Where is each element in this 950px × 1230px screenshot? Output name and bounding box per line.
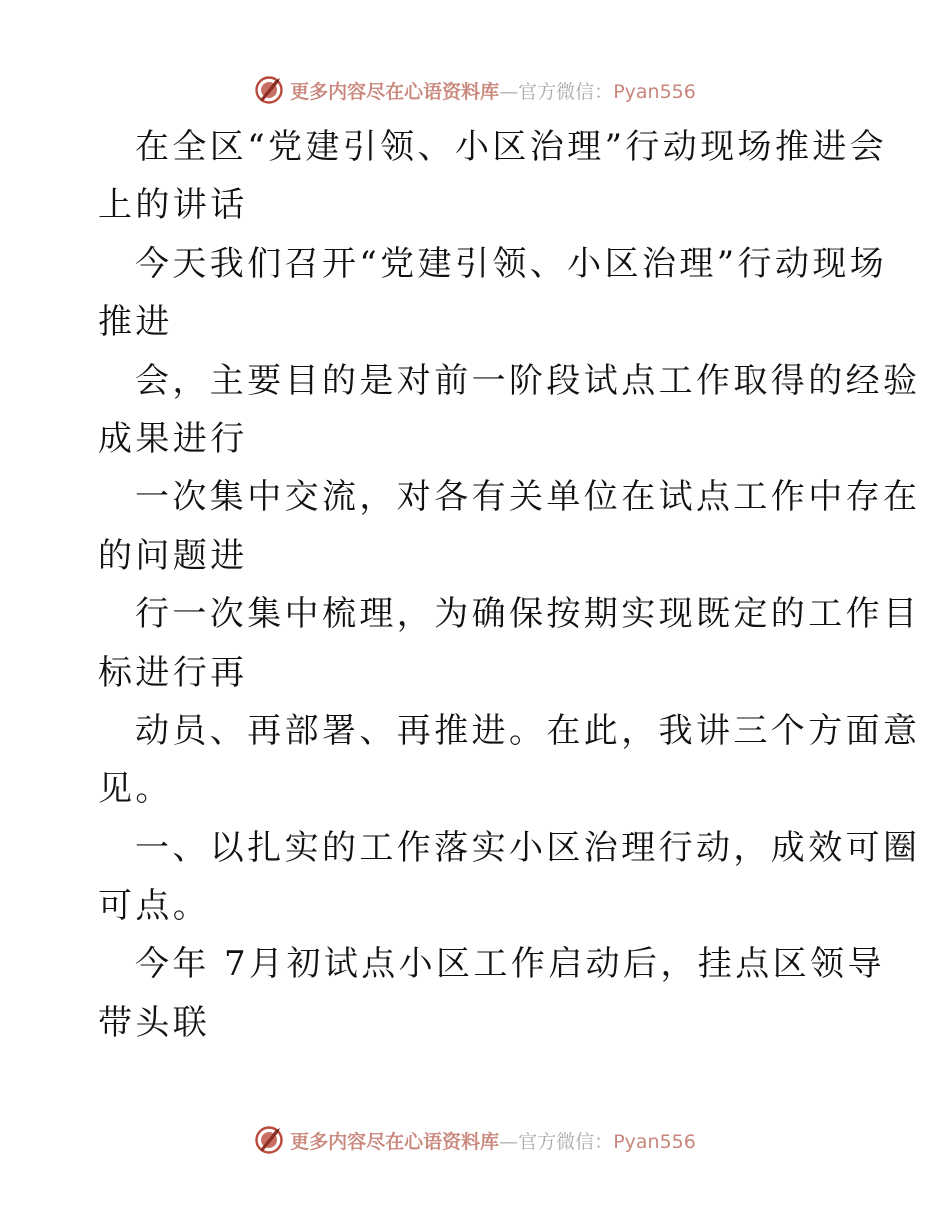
seal-quill-icon <box>254 1125 284 1155</box>
text-line: 的问题进 <box>98 535 248 576</box>
text-line: 会，主要目的是对前一阶段试点工作取得的经验 <box>135 360 921 401</box>
watermark-separator: — <box>499 1130 519 1153</box>
text-line: 见。 <box>98 769 173 810</box>
text-line: 一次集中交流，对各有关单位在试点工作中存在 <box>135 477 921 518</box>
watermark-footer <box>0 1120 950 1160</box>
watermark-separator: — <box>499 80 519 103</box>
text-line: 行一次集中梳理，为确保按期实现既定的工作目 <box>135 594 921 635</box>
text-line: 可点。 <box>98 886 211 927</box>
seal-quill-icon <box>254 75 284 105</box>
watermark-library-text: 更多内容尽在心语资料库 <box>290 1130 500 1153</box>
text-line: 推进 <box>98 302 173 343</box>
document-body <box>98 118 921 1052</box>
text-line: 一、以扎实的工作落实小区治理行动，成效可圈 <box>135 827 921 868</box>
watermark-wechat-id: Pyan556 <box>613 1130 696 1153</box>
text-line: 今天我们召开“党建引领、小区治理”行动现场 <box>135 243 888 284</box>
watermark-library-text: 更多内容尽在心语资料库 <box>290 80 500 103</box>
watermark-official-label: 官方微信： <box>518 80 614 103</box>
watermark-official-label: 官方微信： <box>518 1130 614 1153</box>
text-line: 成果进行 <box>98 418 248 459</box>
text-line: 在全区“党建引领、小区治理”行动现场推进会 <box>135 127 888 167</box>
watermark-header <box>0 70 950 110</box>
text-line: 今年 7月初试点小区工作启动后，挂点区领导 <box>135 944 885 985</box>
text-line: 动员、再部署、再推进。在此，我讲三个方面意 <box>135 710 921 751</box>
text-line: 标进行再 <box>98 652 248 693</box>
watermark-wechat-id: Pyan556 <box>613 80 696 103</box>
text-line: 带头联 <box>98 1002 211 1043</box>
text-line: 上的讲话 <box>98 185 248 226</box>
